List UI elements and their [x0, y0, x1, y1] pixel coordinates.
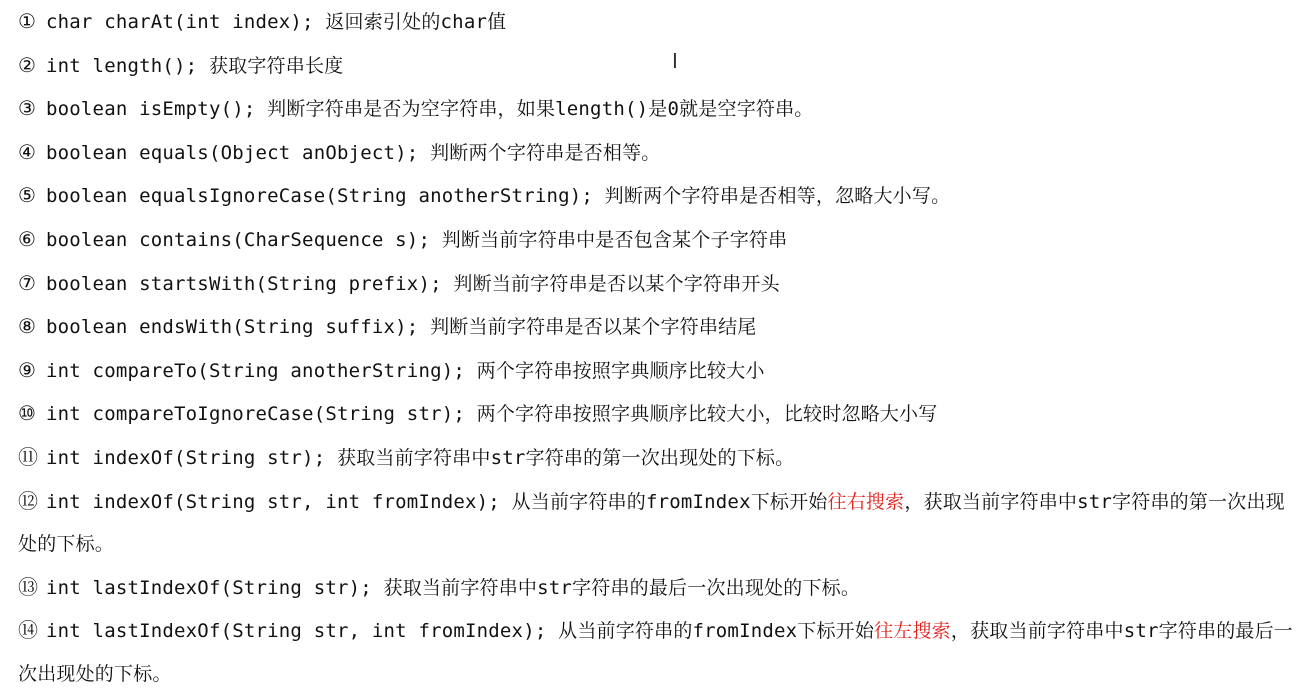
item-text: int indexOf(String str); 获取当前字符串中str字符串的第一次出现处的下标。	[46, 446, 795, 469]
item-number: ②	[18, 52, 37, 77]
item-text: int compareTo(String anotherString); 两个字符串按照字典顺序比较大小	[46, 359, 765, 382]
item-number: ⑦	[18, 270, 37, 295]
item-text-before: int indexOf(String str, int fromIndex); 从当前字符串的fromIndex下标开始	[46, 490, 828, 513]
item-text: boolean endsWith(String suffix); 判断当前字符串是否以某个字符串结尾	[46, 316, 757, 339]
item-text: int compareToIgnoreCase(String str); 两个字符串按照字典顺序比较大小，比较时忽略大小写	[46, 403, 938, 426]
list-item-6	[18, 218, 1298, 262]
item-text-before: int lastIndexOf(String str, int fromIndex); 从当前字符串的fromIndex下标开始	[46, 620, 875, 643]
list-item-8	[18, 305, 1298, 349]
item-text: boolean equalsIgnoreCase(String anotherString); 判断两个字符串是否相等，忽略大小写。	[46, 185, 951, 208]
item-number: ①	[18, 9, 37, 33]
list-item-11	[18, 436, 1298, 480]
item-text-after: ，获取当前字符串中str字符串的第一次出现处的下标。	[18, 490, 1285, 556]
list-item-1	[18, 0, 1298, 44]
item-number: ⑨	[18, 357, 37, 382]
list-item-5	[18, 174, 1298, 218]
item-text: boolean isEmpty(); 判断字符串是否为空字符串，如果length()是0就是空字符串。	[46, 98, 814, 121]
item-number: ⑥	[18, 226, 37, 251]
item-text: char charAt(int index); 返回索引处的char值	[46, 11, 507, 33]
item-number: ⑧	[18, 314, 37, 339]
item-text-after: ，获取当前字符串中str字符串的最后一次出现处的下标。	[18, 620, 1294, 685]
item-number: ⑤	[18, 183, 37, 208]
item-number: ③	[18, 96, 37, 121]
list-item-9	[18, 349, 1298, 393]
item-number: ⑪	[18, 444, 39, 469]
highlight-text: 往右搜索	[827, 490, 905, 513]
item-number: ⑩	[18, 401, 37, 426]
highlight-text: 往左搜索	[874, 620, 951, 643]
list-item-10	[18, 392, 1298, 436]
list-item-2	[18, 44, 1298, 88]
list-item-4	[18, 131, 1298, 175]
item-text: int lastIndexOf(String str); 获取当前字符串中str字符串的最后一次出现处的下标。	[46, 576, 861, 599]
method-list	[18, 0, 1298, 696]
text-cursor-icon: I	[672, 49, 678, 73]
item-text: int length(); 获取字符串长度	[46, 54, 344, 77]
list-item-14	[18, 609, 1298, 695]
list-item-7	[18, 262, 1298, 306]
list-item-12	[18, 480, 1298, 566]
item-number: ⑫	[18, 488, 39, 513]
list-item-13	[18, 566, 1298, 610]
item-number: ④	[18, 139, 37, 164]
item-text: boolean contains(CharSequence s); 判断当前字符串中是否包含某个子字符串	[46, 228, 788, 251]
list-item-3	[18, 87, 1298, 131]
item-number: ⑭	[18, 618, 39, 643]
item-text: boolean startsWith(String prefix); 判断当前字符串是否以某个字符串开头	[46, 272, 780, 295]
item-text: boolean equals(Object anObject); 判断两个字符串是否相等。	[46, 141, 661, 164]
item-number: ⑬	[18, 574, 39, 599]
